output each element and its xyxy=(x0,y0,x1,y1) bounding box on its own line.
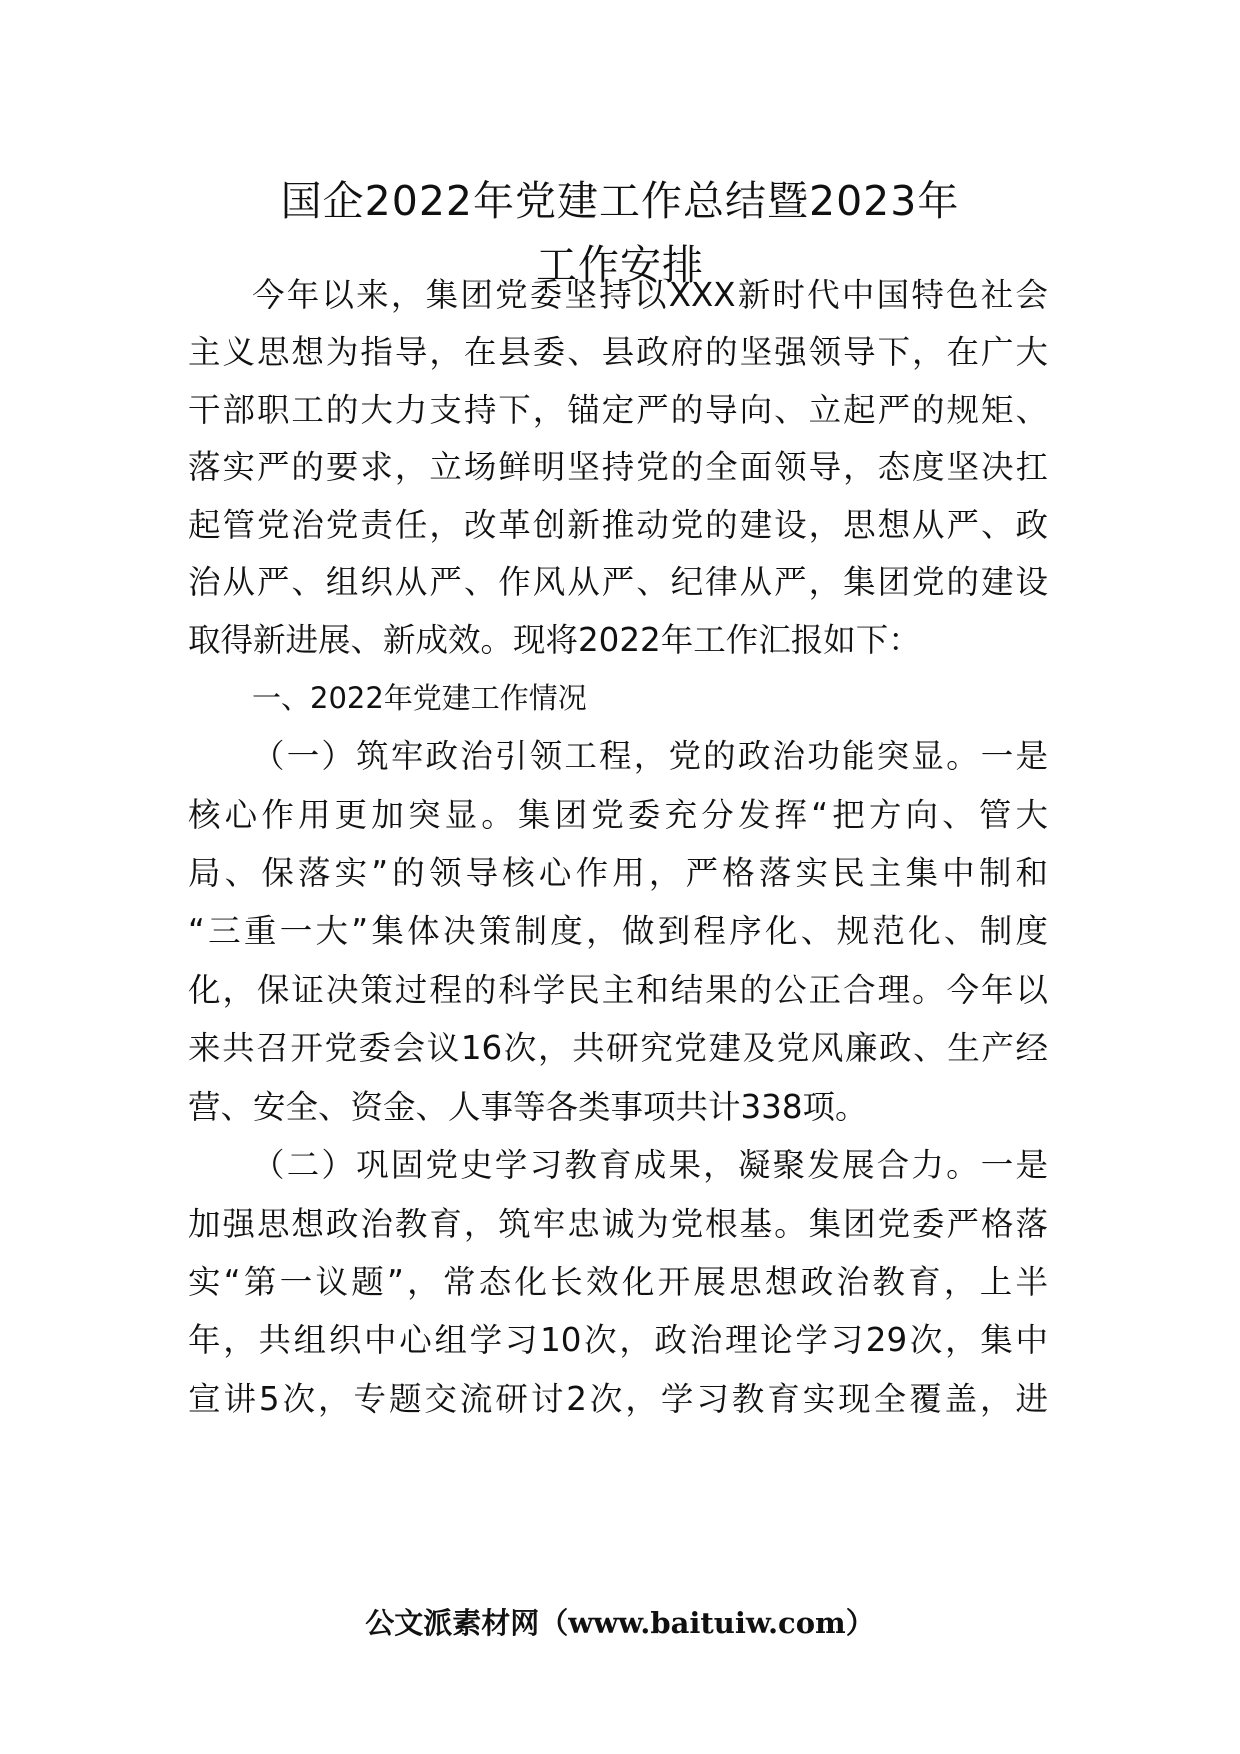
section-heading: 一、2022年党建工作情况 xyxy=(252,681,587,715)
paragraph-3-line: 宣讲5次，专题交流研讨2次，学习教育实现全覆盖，进 xyxy=(188,1380,1048,1418)
footer-source: 公文派素材网（www.baituiw.com） xyxy=(365,1606,875,1640)
paragraph-3-line: 实“第一议题”，常态化长效化开展思想政治教育，上半 xyxy=(188,1263,1048,1301)
paragraph-2-line: 化，保证决策过程的科学民主和结果的公正合理。今年以 xyxy=(188,971,1048,1009)
document-title-line-1: 国企2022年党建工作总结暨2023年 xyxy=(280,177,960,225)
paragraph-2-line: 营、安全、资金、人事等各类事项共计338项。 xyxy=(188,1088,868,1126)
paragraph-2-line: 局、保落实”的领导核心作用，严格落实民主集中制和 xyxy=(188,854,1048,892)
paragraph-2-line: “三重一大”集体决策制度，做到程序化、规范化、制度 xyxy=(188,912,1048,950)
paragraph-2-line: 来共召开党委会议16次，共研究党建及党风廉政、生产经 xyxy=(188,1029,1048,1067)
paragraph-3-line: （二）巩固党史学习教育成果，凝聚发展合力。一是 xyxy=(252,1146,1048,1184)
paragraph-1-line: 落实严的要求，立场鲜明坚持党的全面领导，态度坚决扛 xyxy=(188,448,1048,486)
paragraph-3-line: 年，共组织中心组学习10次，政治理论学习29次，集中 xyxy=(188,1321,1048,1359)
paragraph-1-line: 干部职工的大力支持下，锚定严的导向、立起严的规矩、 xyxy=(188,391,1048,429)
paragraph-2-line: 核心作用更加突显。集团党委充分发挥“把方向、管大 xyxy=(188,796,1048,834)
paragraph-1-line: 取得新进展、新成效。现将2022年工作汇报如下： xyxy=(188,621,921,659)
paragraph-1-line: 今年以来，集团党委坚持以XXX新时代中国特色社会 xyxy=(252,276,1048,314)
paragraph-1-line: 主义思想为指导，在县委、县政府的坚强领导下，在广大 xyxy=(188,333,1048,371)
paragraph-1-line: 起管党治党责任，改革创新推动党的建设，思想从严、政 xyxy=(188,506,1048,544)
document-title-line-2: 工作安排 xyxy=(536,241,704,289)
paragraph-1-line: 治从严、组织从严、作风从严、纪律从严，集团党的建设 xyxy=(188,563,1048,601)
paragraph-3-line: 加强思想政治教育，筑牢忠诚为党根基。集团党委严格落 xyxy=(188,1205,1048,1243)
paragraph-2-line: （一）筑牢政治引领工程，党的政治功能突显。一是 xyxy=(252,737,1048,775)
